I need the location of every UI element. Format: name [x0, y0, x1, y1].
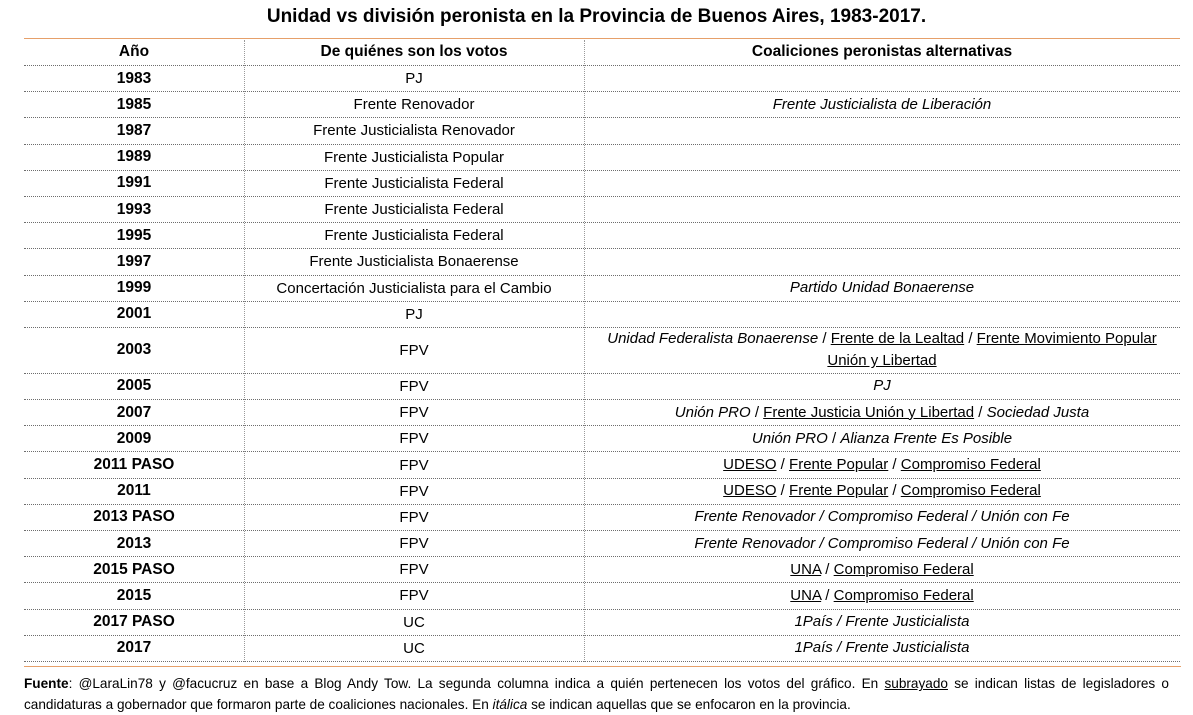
table-body: [24, 66, 1180, 662]
national-coalition-text: Frente de la Lealtad: [830, 330, 965, 348]
separator-text: /: [821, 560, 834, 578]
votes-cell: FPV: [399, 561, 429, 579]
votes-cell: FPV: [399, 430, 429, 448]
footnote-text: se indican listas de legisladores o candidaturas a gobernador que formaron parte de coaliciones nacionales. En: [24, 676, 1169, 712]
table-row: [24, 400, 1180, 426]
table-row: [24, 171, 1180, 197]
footnote-text: se indican aquellas que se enfocaron en la provincia.: [527, 697, 851, 712]
national-coalition-text: Compromiso Federal: [900, 456, 1041, 474]
votes-cell: FPV: [399, 341, 429, 359]
provincial-coalition-text: Sociedad Justa: [986, 403, 1090, 421]
separator-text: /: [750, 403, 764, 421]
column-divider-2: [584, 40, 585, 662]
year-cell: 1997: [116, 252, 152, 270]
year-cell: 1999: [116, 279, 152, 297]
table-row: [24, 452, 1180, 478]
alternative-coalitions-cell: [584, 585, 1180, 607]
national-coalition-text: Compromiso Federal: [900, 482, 1041, 500]
national-coalition-text: Frente Popular: [789, 456, 889, 474]
year-cell: 2003: [116, 341, 152, 359]
alternative-coalitions-cell: [584, 328, 1180, 372]
table-row: [24, 66, 1180, 92]
national-coalition-text: UDESO: [723, 456, 777, 474]
votes-cell: UC: [403, 639, 425, 657]
footnote-text: subrayado: [884, 676, 948, 691]
year-cell: 2017: [116, 639, 152, 657]
table-row: [24, 118, 1180, 144]
votes-cell: FPV: [399, 456, 429, 474]
header-alternative-coalitions: Coaliciones peronistas alternativas: [751, 43, 1013, 60]
table-row: [24, 557, 1180, 583]
alternative-coalitions-cell: [584, 559, 1180, 581]
table-row: [24, 92, 1180, 118]
table-row: [24, 505, 1180, 531]
table-row: [24, 374, 1180, 400]
provincial-coalition-text: Unión PRO: [751, 429, 828, 447]
alternative-coalitions-cell: [584, 506, 1180, 528]
table-row: [24, 328, 1180, 374]
year-cell: 2001: [116, 305, 152, 323]
year-cell: 2013: [116, 534, 152, 552]
votes-cell: PJ: [405, 305, 423, 323]
year-cell: 2007: [116, 403, 152, 421]
national-coalition-text: UDESO: [723, 482, 777, 500]
table-row: [24, 302, 1180, 328]
provincial-coalition-text: Frente Justicialista de Liberación: [772, 95, 992, 113]
votes-cell: Frente Justicialista Renovador: [313, 122, 515, 140]
bottom-rule: [24, 666, 1181, 667]
votes-cell: FPV: [399, 404, 429, 422]
header-year: Año: [118, 43, 150, 60]
provincial-coalition-text: 1País / Frente Justicialista: [794, 639, 970, 657]
source-label: Fuente: [24, 676, 69, 691]
provincial-coalition-text: 1País / Frente Justicialista: [794, 613, 970, 631]
separator-text: /: [974, 403, 987, 421]
year-cell: 2015 PASO: [93, 560, 175, 578]
separator-text: /: [821, 586, 834, 604]
year-cell: 2017 PASO: [93, 613, 175, 631]
alternative-coalitions-cell: [584, 611, 1180, 633]
votes-cell: Frente Renovador: [353, 96, 475, 114]
national-coalition-text: Frente Popular: [789, 482, 889, 500]
table-row: [24, 249, 1180, 275]
national-coalition-text: UNA: [790, 586, 822, 604]
year-cell: 1991: [116, 174, 152, 192]
votes-cell: PJ: [405, 70, 423, 88]
provincial-coalition-text: Unión PRO: [674, 403, 751, 421]
votes-cell: FPV: [399, 377, 429, 395]
votes-cell: UC: [403, 613, 425, 631]
table-row: [24, 531, 1180, 557]
national-coalition-text: Compromiso Federal: [833, 586, 974, 604]
alternative-coalitions-cell: [584, 454, 1180, 476]
column-divider-1: [244, 40, 245, 662]
year-cell: 2005: [116, 377, 152, 395]
year-cell: 1995: [116, 226, 152, 244]
table-row: [24, 426, 1180, 452]
table-row: [24, 479, 1180, 505]
separator-text: /: [827, 429, 841, 447]
year-cell: 1983: [116, 69, 152, 87]
provincial-coalition-text: Frente Renovador / Compromiso Federal / Unión con Fe: [694, 534, 1070, 552]
table-row: [24, 610, 1180, 636]
footnote-text: : @LaraLin78 y @facucruz en base a Blog Andy Tow. La segunda columna indica a quién pertenecen los votos del gráfico. En: [68, 676, 885, 691]
national-coalition-text: UNA: [790, 560, 822, 578]
separator-text: /: [888, 456, 901, 474]
national-coalition-text: Frente Justicia Unión y Libertad: [763, 403, 975, 421]
table-row: [24, 636, 1180, 662]
votes-cell: FPV: [399, 535, 429, 553]
separator-text: /: [964, 330, 977, 348]
alternative-coalitions-cell: [584, 637, 1180, 659]
provincial-coalition-text: PJ: [873, 377, 891, 395]
alternative-coalitions-cell: [584, 94, 1180, 116]
separator-text: /: [888, 482, 901, 500]
table-row: [24, 276, 1180, 302]
votes-cell: Frente Justicialista Bonaerense: [309, 253, 519, 271]
separator-text: /: [776, 456, 790, 474]
year-cell: 2011: [117, 482, 151, 500]
national-coalition-text: Compromiso Federal: [833, 560, 974, 578]
year-cell: 1985: [116, 95, 152, 113]
provincial-coalition-text: Unidad Federalista Bonaerense: [607, 330, 819, 348]
year-cell: 2011 PASO: [93, 456, 175, 474]
votes-cell: Frente Justicialista Federal: [324, 174, 504, 192]
year-cell: 1989: [116, 148, 152, 166]
alternative-coalitions-cell: [584, 428, 1180, 450]
provincial-coalition-text: Alianza Frente Es Posible: [840, 429, 1013, 447]
votes-cell: FPV: [399, 587, 429, 605]
year-cell: 2013 PASO: [93, 508, 175, 526]
alternative-coalitions-cell: [584, 480, 1180, 502]
provincial-coalition-text: Partido Unidad Bonaerense: [789, 279, 975, 297]
votes-cell: Frente Justicialista Federal: [324, 227, 504, 245]
table-row: [24, 197, 1180, 223]
votes-cell: Frente Justicialista Federal: [324, 201, 504, 219]
table-row: [24, 583, 1180, 609]
footnote-text: itálica: [492, 697, 528, 712]
table-header-row: [24, 39, 1180, 66]
national-coalition-text: Frente Movimiento Popular Unión y Libertad: [827, 330, 1157, 370]
table-row: [24, 145, 1180, 171]
header-votes: De quiénes son los votos: [320, 43, 508, 60]
year-cell: 1993: [116, 200, 152, 218]
separator-text: /: [818, 330, 831, 348]
year-cell: 2009: [116, 429, 152, 447]
coalitions-table: [24, 38, 1180, 662]
votes-cell: Concertación Justicialista para el Cambio: [276, 279, 552, 297]
page-title: Unidad vs división peronista en la Provincia de Buenos Aires, 1983-2017.: [266, 6, 927, 27]
votes-cell: FPV: [399, 508, 429, 526]
year-cell: 1987: [116, 121, 152, 139]
alternative-coalitions-cell: [584, 533, 1180, 555]
votes-cell: FPV: [399, 482, 429, 500]
separator-text: /: [776, 482, 790, 500]
alternative-coalitions-cell: [584, 375, 1180, 397]
votes-cell: Frente Justicialista Popular: [323, 148, 505, 166]
alternative-coalitions-cell: [584, 277, 1180, 299]
footnote: [0, 666, 1193, 715]
year-cell: 2015: [116, 586, 152, 604]
provincial-coalition-text: Frente Renovador / Compromiso Federal / Unión con Fe: [694, 508, 1070, 526]
table-row: [24, 223, 1180, 249]
source-note: [24, 673, 1169, 715]
alternative-coalitions-cell: [584, 402, 1180, 424]
